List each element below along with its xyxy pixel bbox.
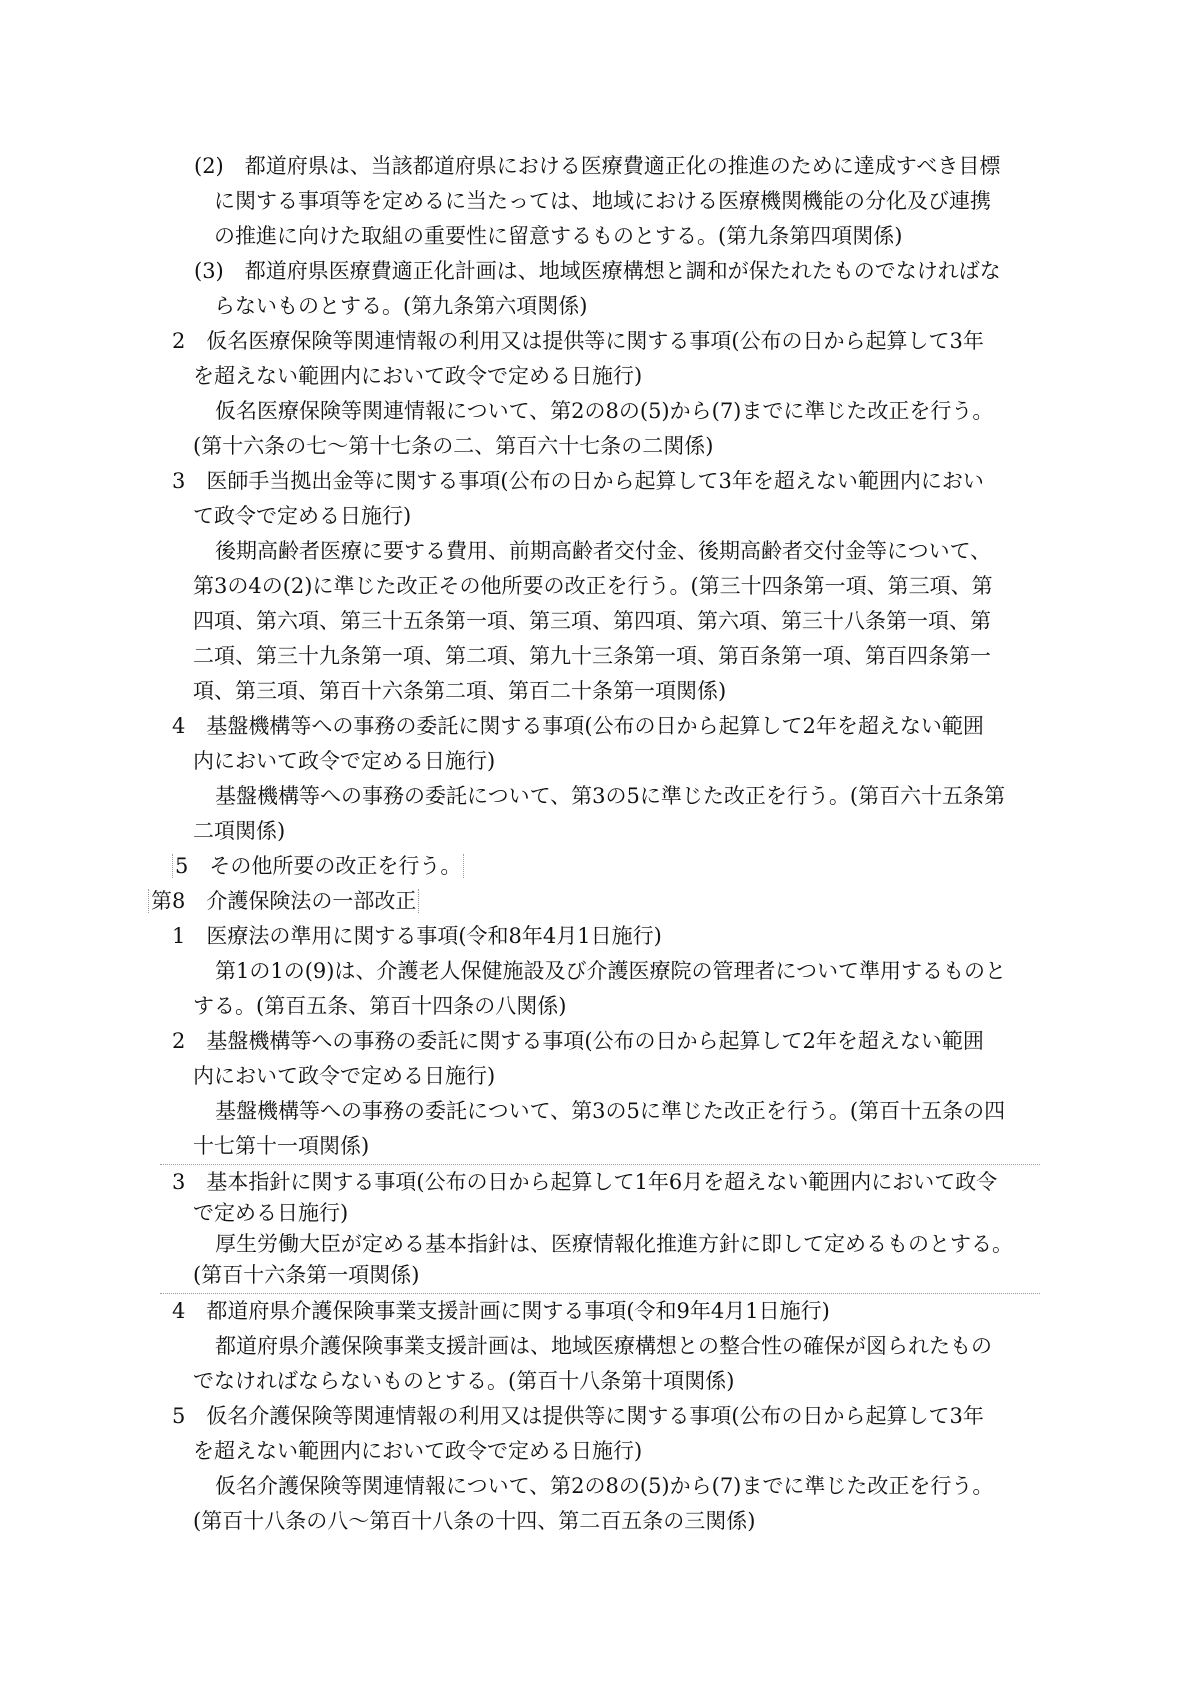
item-heading: 1 医療法の準用に関する事項(令和8年4月1日施行) <box>172 924 662 948</box>
document-body <box>0 149 1181 1539</box>
text-line: 内において政令で定める日施行) <box>193 749 496 773</box>
highlighted-block <box>160 1164 1040 1294</box>
text-line: でなければならないものとする。(第百十八条第十項関係) <box>193 1369 735 1393</box>
item-heading: 4 基盤機構等への事務の委託に関する事項(公布の日から起算して2年を超えない範囲 <box>172 714 984 738</box>
text-line: 後期高齢者医療に要する費用、前期高齢者交付金、後期高齢者交付金等について、 <box>215 539 992 563</box>
item-heading: 2 仮名医療保険等関連情報の利用又は提供等に関する事項(公布の日から起算して3年 <box>172 329 984 353</box>
text-line: 項、第三項、第百十六条第二項、第百二十条第一項関係) <box>193 679 727 703</box>
text-line: (第百十八条の八～第百十八条の十四、第二百五条の三関係) <box>193 1509 756 1533</box>
item-heading <box>172 849 1181 884</box>
text-line: を超えない範囲内において政令で定める日施行) <box>193 1439 643 1463</box>
text-line: 都道府県介護保険事業支援計画は、地域医療構想との整合性の確保が図られたもの <box>215 1334 992 1358</box>
section-heading <box>148 884 1181 919</box>
text-line: (2) 都道府県は、当該都道府県における医療費適正化の推進のために達成すべき目標 <box>194 154 1001 178</box>
text-line: らないものとする。(第九条第六項関係) <box>214 294 588 318</box>
text-line: 厚生労働大臣が定める基本指針は、医療情報化推進方針に即して定めるものとする。 <box>215 1232 1013 1256</box>
text-line: 内において政令で定める日施行) <box>193 1064 496 1088</box>
item-heading: 2 基盤機構等への事務の委託に関する事項(公布の日から起算して2年を超えない範囲 <box>172 1029 984 1053</box>
marked-text: 第8 介護保険法の一部改正 <box>148 889 419 913</box>
text-line: に関する事項等を定めるに当たっては、地域における医療機関機能の分化及び連携 <box>214 189 991 213</box>
item-heading: 3 基本指針に関する事項(公布の日から起算して1年6月を超えない範囲内において政令 <box>172 1170 998 1194</box>
text-line: で定める日施行) <box>193 1201 349 1225</box>
item-heading: 4 都道府県介護保険事業支援計画に関する事項(令和9年4月1日施行) <box>172 1299 830 1323</box>
text-line: 仮名医療保険等関連情報について、第2の8の(5)から(7)までに準じた改正を行う。 <box>215 399 994 423</box>
text-line: 四項、第六項、第三十五条第一項、第三項、第四項、第六項、第三十八条第一項、第 <box>193 609 991 633</box>
text-line: (第百十六条第一項関係) <box>193 1263 420 1287</box>
text-line: て政令で定める日施行) <box>193 504 412 528</box>
text-line: 十七第十一項関係) <box>193 1134 370 1158</box>
text-line: (3) 都道府県医療費適正化計画は、地域医療構想と調和が保たれたものでなければな <box>194 259 1001 283</box>
text-line: を超えない範囲内において政令で定める日施行) <box>193 364 643 388</box>
text-line: の推進に向けた取組の重要性に留意するものとする。(第九条第四項関係) <box>214 224 903 248</box>
text-line: 第1の1の(9)は、介護老人保健施設及び介護医療院の管理者について準用するものと <box>215 959 1007 983</box>
text-line: する。(第百五条、第百十四条の八関係) <box>193 994 567 1018</box>
text-line: 基盤機構等への事務の委託について、第3の5に準じた改正を行う。(第百十五条の四 <box>215 1099 1006 1123</box>
item-heading: 5 仮名介護保険等関連情報の利用又は提供等に関する事項(公布の日から起算して3年 <box>172 1404 984 1428</box>
text-line: 二項関係) <box>193 819 286 843</box>
text-line: 第3の4の(2)に準じた改正その他所要の改正を行う。(第三十四条第一項、第三項、第 <box>193 574 993 598</box>
text-line: 基盤機構等への事務の委託について、第3の5に準じた改正を行う。(第百六十五条第 <box>215 784 1006 808</box>
marked-text: 5 その他所要の改正を行う。 <box>172 854 464 878</box>
text-line: (第十六条の七～第十七条の二、第百六十七条の二関係) <box>193 434 714 458</box>
item-heading: 3 医師手当拠出金等に関する事項(公布の日から起算して3年を超えない範囲内におい <box>172 469 984 493</box>
text-line: 二項、第三十九条第一項、第二項、第九十三条第一項、第百条第一項、第百四条第一 <box>193 644 991 668</box>
text-line: 仮名介護保険等関連情報について、第2の8の(5)から(7)までに準じた改正を行う。 <box>215 1474 994 1498</box>
